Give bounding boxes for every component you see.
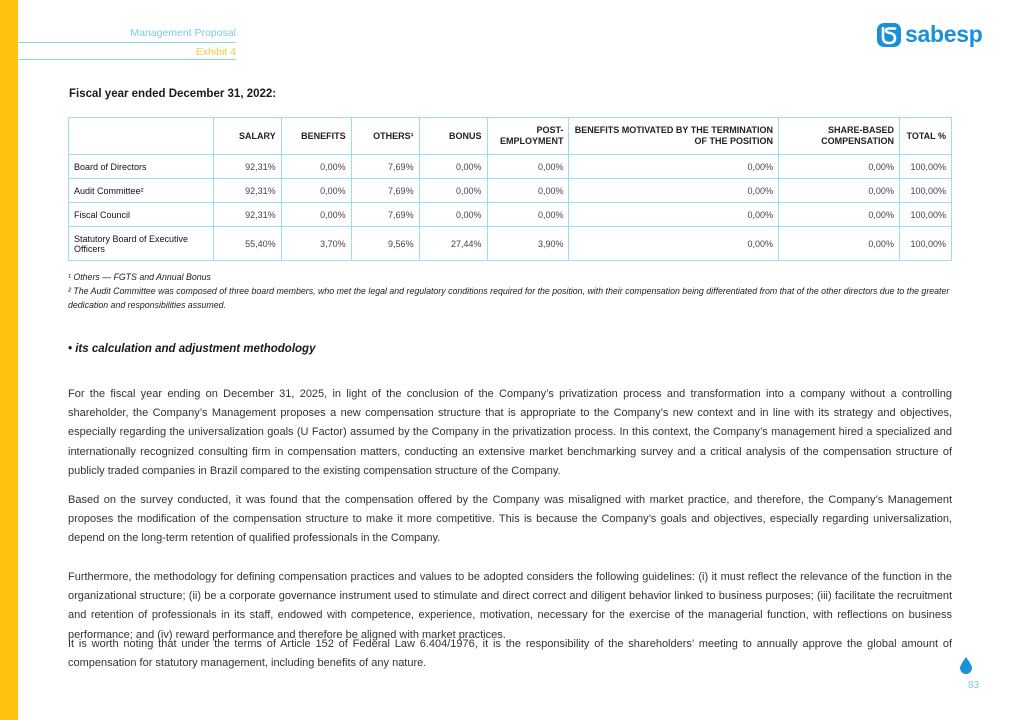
table-cell: 0,00% — [487, 179, 569, 203]
body-paragraph: Based on the survey conducted, it was found that the compensation offered by the Company was misaligned with market practice, and therefore, the Company’s Management proposes the modification of the compensation structure to make it more competitive. This is because the Company’s goals and objectives, especially regarding universalization, depend on the long-term retention of qualified professionals in the Company. — [68, 494, 952, 545]
table-cell: 0,00% — [419, 155, 487, 179]
body-paragraph: It is worth noting that under the terms of Article 152 of Federal Law 6.404/1976, it is the responsibility of the shareholders’ meeting to annually approve the global amount of compensation for statutory management, including benefits of any nature. — [68, 638, 952, 670]
table-row — [69, 203, 952, 227]
column-header — [69, 118, 214, 155]
table-cell: 7,69% — [351, 179, 419, 203]
table-cell: 9,56% — [351, 227, 419, 261]
table-cell: 100,00% — [899, 227, 951, 261]
column-header: OTHERS¹ — [351, 118, 419, 155]
table-cell: 0,00% — [569, 227, 779, 261]
table-cell: 100,00% — [899, 155, 951, 179]
subsection-title: • its calculation and adjustment methodology — [68, 343, 316, 355]
table-cell: 0,00% — [569, 179, 779, 203]
section-title: Fiscal year ended December 31, 2022: — [69, 88, 277, 100]
logo-wordmark: sabesp — [905, 21, 983, 47]
table-cell: 0,00% — [487, 203, 569, 227]
table-row — [69, 227, 952, 261]
column-header: SHARE-BASED COMPENSATION — [779, 118, 900, 155]
footnote-1: ¹ Others — FGTS and Annual Bonus — [68, 272, 211, 282]
header-rule-top — [18, 42, 236, 43]
sabesp-logo — [876, 21, 982, 48]
body-paragraph: Furthermore, the methodology for defining compensation practices and values to be adopted considers the following guidelines: (i) it must reflect the relevance of the function in the organizational structure; (ii) be a corporate governance instrument used to stimulate and direct correct and diligent behavior linked to business purposes; (iii) facilitate the recruitment and retention of professionals in its staff, endowed with competence, experience, motivation, necessary for the exercise of the managerial function, with reflections on business performance; and (iv) reward performance and therefore be aligned with market practices. — [68, 571, 952, 641]
table-row — [69, 155, 952, 179]
table-cell: Statutory Board of Executive Officers — [69, 227, 214, 261]
column-header: SALARY — [213, 118, 281, 155]
table-cell: 0,00% — [419, 203, 487, 227]
exhibit-label: Exhibit 4 — [195, 46, 236, 58]
table-cell: 3,70% — [281, 227, 351, 261]
table-cell: Board of Directors — [69, 155, 214, 179]
table-cell: 0,00% — [281, 155, 351, 179]
table-cell: 0,00% — [569, 203, 779, 227]
table-cell: 100,00% — [899, 179, 951, 203]
table-cell: 0,00% — [779, 155, 900, 179]
left-accent-bar — [0, 0, 18, 720]
column-header: TOTAL % — [899, 118, 951, 155]
sabesp-logo-icon — [876, 22, 902, 48]
table-cell: Audit Committee² — [69, 179, 214, 203]
table-cell: 0,00% — [487, 155, 569, 179]
column-header: BENEFITS MOTIVATED BY THE TERMINATION OF THE POSITION — [569, 118, 779, 155]
column-header: BONUS — [419, 118, 487, 155]
table-row — [69, 179, 952, 203]
table-cell: 92,31% — [213, 155, 281, 179]
table-cell: 0,00% — [281, 179, 351, 203]
body-paragraph: For the fiscal year ending on December 31, 2025, in light of the conclusion of the Company’s privatization process and transformation into a company without a controlling shareholder, the Company’s Management proposes a new compensation structure that is appropriate to the Company’s new context and in line with its strategy and objectives, especially regarding the universalization goals (U Factor) assumed by the Company in the privatization process. In this context, the Company’s management hired a specialized and internationally recognized consulting firm in compensation matters, conducting an extensive market benchmarking survey and a critical analysis of the compensation structure of publicly traded companies in Brazil compared to the existing compensation structure of the Company. — [68, 388, 952, 477]
table-cell: 0,00% — [779, 179, 900, 203]
table-cell: 92,31% — [213, 203, 281, 227]
table-cell: 3,90% — [487, 227, 569, 261]
column-header: POST-EMPLOYMENT — [487, 118, 569, 155]
page-number: 83 — [968, 680, 980, 691]
compensation-table — [68, 117, 952, 261]
footnote-2: ² The Audit Committee was composed of three board members, who met the legal and regulatory conditions required for the position, with their compensation being differentiated from that of the other directors due to the greater dedication and responsibilities assumed. — [68, 286, 950, 310]
table-cell: 92,31% — [213, 179, 281, 203]
table-cell: 7,69% — [351, 203, 419, 227]
table-cell: 0,00% — [281, 203, 351, 227]
table-cell: 0,00% — [779, 227, 900, 261]
table-cell: 0,00% — [779, 203, 900, 227]
table-cell: 7,69% — [351, 155, 419, 179]
water-drop-icon — [960, 657, 972, 674]
table-cell: 0,00% — [419, 179, 487, 203]
proposal-label: Management Proposal — [130, 27, 236, 39]
table-cell: Fiscal Council — [69, 203, 214, 227]
table-header-row — [69, 118, 952, 155]
column-header: BENEFITS — [281, 118, 351, 155]
table-cell: 27,44% — [419, 227, 487, 261]
table-cell: 100,00% — [899, 203, 951, 227]
table-cell: 55,40% — [213, 227, 281, 261]
header-rule-bottom — [18, 59, 236, 60]
table-cell: 0,00% — [569, 155, 779, 179]
